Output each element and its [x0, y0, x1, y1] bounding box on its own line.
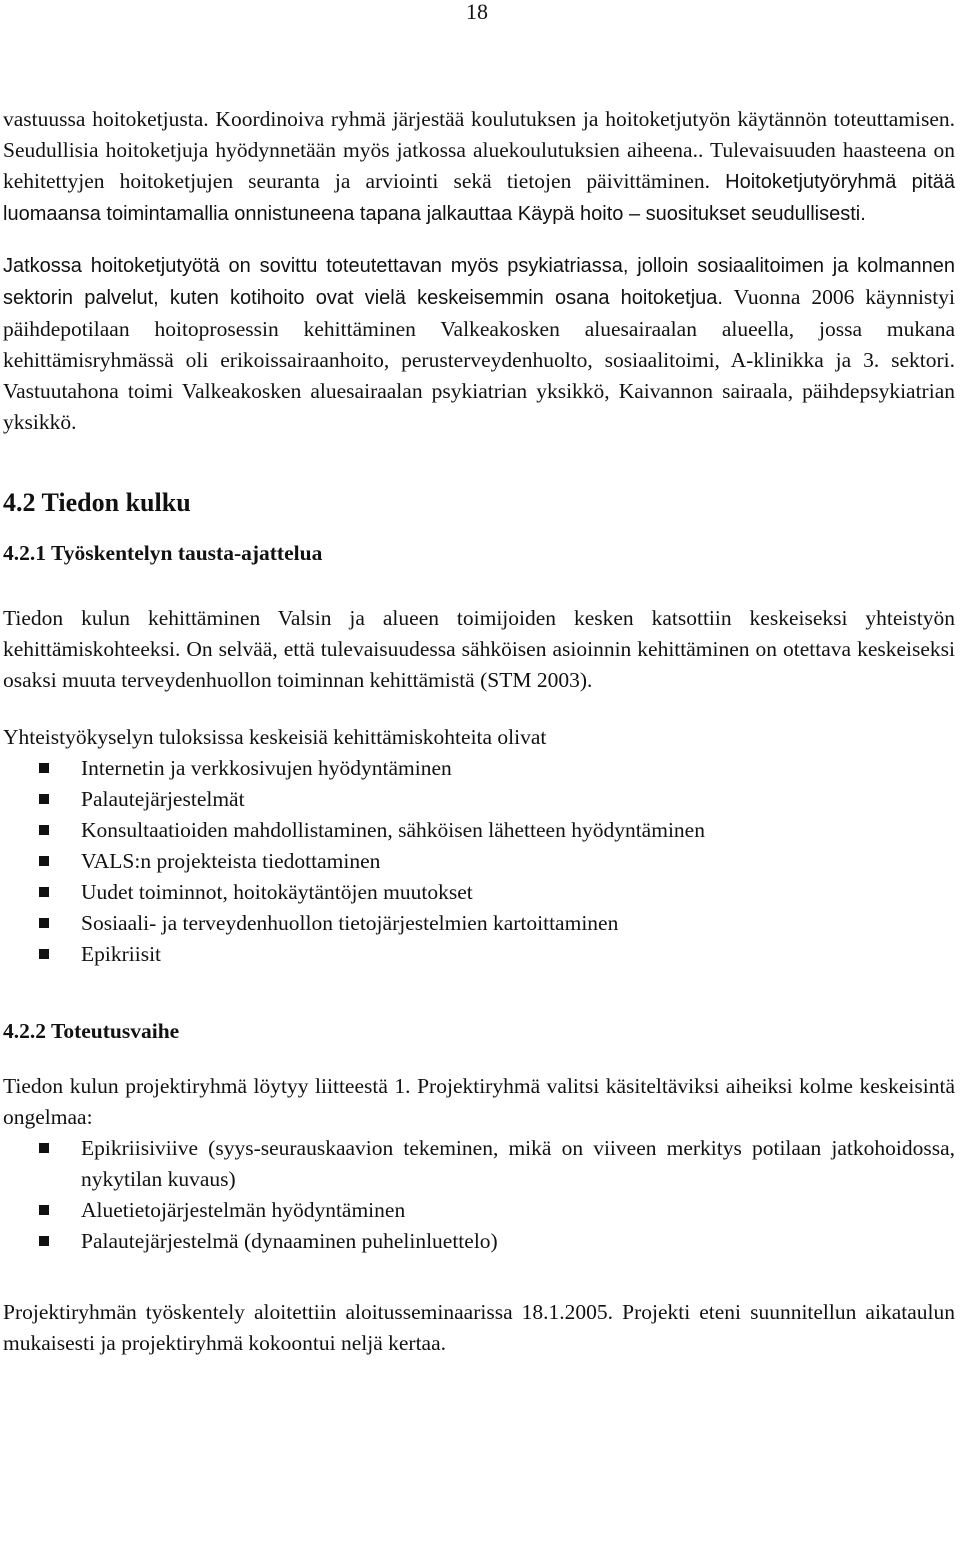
list-item: Uudet toiminnot, hoitokäytäntöjen muutokset [3, 877, 955, 908]
list-item: Palautejärjestelmä (dynaaminen puhelinluettelo) [3, 1226, 955, 1257]
square-bullet-icon [39, 887, 49, 897]
subsection-heading-toteutusvaihe: 4.2.2 Toteutusvaihe [3, 1019, 180, 1043]
square-bullet-icon [39, 794, 49, 804]
paragraph-tausta: Tiedon kulun kehittäminen Valsin ja alueen toimijoiden kesken katsottiin keskeiseksi yhteistyön kehittämiskohteeksi. On selvää, että tulevaisuudessa sähköisen asioinnin kehittäminen on otettava keskeiseksi osaksi muuta terveydenhuollon toiminnan kehittämistä (STM 2003). [3, 606, 955, 692]
list-item: Epikriisit [3, 939, 955, 970]
paragraph-hoitoketju-main: vastuussa hoitoketjusta. Koordinoiva ryhmä järjestää koulutuksen ja hoitoketjutyön käytännön toteuttamisen. Seudullisia hoitoketjuja hyödynnetään myös jatkossa aluekoulutuksien aiheena.. Tulevaisuuden haasteena on kehitettyjen hoitoketjujen seuranta ja arviointi sekä tietojen päivittäminen. [3, 107, 955, 193]
list-item: Internetin ja verkkosivujen hyödyntäminen [3, 753, 955, 784]
square-bullet-icon [39, 1143, 49, 1153]
square-bullet-icon [39, 949, 49, 959]
paragraph-psykiatria [3, 250, 955, 438]
page-number: 18 [466, 0, 488, 24]
document-body [3, 104, 955, 1359]
section-heading-tiedon-kulku: 4.2 Tiedon kulku [3, 488, 191, 517]
list-item: Sosiaali- ja terveydenhuollon tietojärjestelmien kartoittaminen [3, 908, 955, 939]
paragraph-projektiryhma: Tiedon kulun projektiryhmä löytyy liitteestä 1. Projektiryhmä valitsi käsiteltäviksi aiheiksi kolme keskeisintä ongelmaa: [3, 1074, 955, 1129]
paragraph-psykiatria-lead: Jatkossa hoitoketjutyötä on sovittu toteutettavan myös psykiatriassa, jolloin sosiaalitoimen ja kolmannen sektorin palvelut, kuten kotihoito ovat vielä keskeisemmin osana hoitoketjua. [3, 255, 955, 309]
list-item: Aluetietojärjestelmän hyödyntäminen [3, 1195, 955, 1226]
list-item: Konsultaatioiden mahdollistaminen, sähköisen lähetteen hyödyntäminen [3, 815, 955, 846]
paragraph-paihde: Vuonna 2006 käynnistyi päihdepotilaan hoitoprosessin kehittäminen Valkeakosken aluesairaalan alueella, jossa mukana kehittämisryhmässä oli erikoissairaanhoito, perusterveydenhuolto, sosiaalitoimi, A-klinikka ja 3. sektori. Vastuutahona toimi Valkeakosken aluesairaalan psykiatrian yksikkö, Kaivannon sairaala, päihdepsykiatrian yksikkö. [3, 285, 955, 434]
square-bullet-icon [39, 763, 49, 773]
paragraph-hoitoketju [3, 104, 955, 230]
paragraph-hoitoketju-tail: Hoitoketjutyöryhmä pitää luomaansa toimintamallia onnistuneena tapana jalkauttaa Käypä hoito – suositukset seudullisesti. [3, 171, 956, 225]
list-item: Palautejärjestelmät [3, 784, 955, 815]
paragraph-kehittamiskohteet-lead: Yhteistyökyselyn tuloksissa keskeisiä kehittämiskohteita olivat [3, 725, 547, 749]
kehittamiskohteet-list [3, 753, 955, 970]
paragraph-aloitusseminaari: Projektiryhmän työskentely aloitettiin aloitusseminaarissa 18.1.2005. Projekti eteni suunnitellun aikataulun mukaisesti ja projektiryhmä kokoontui neljä kertaa. [3, 1300, 955, 1355]
list-item: Epikriisiviive (syys-seurauskaavion tekeminen, mikä on viiveen merkitys potilaan jatkohoidossa, nykytilan kuvaus) [3, 1133, 955, 1195]
square-bullet-icon [39, 856, 49, 866]
square-bullet-icon [39, 918, 49, 928]
square-bullet-icon [39, 1205, 49, 1215]
square-bullet-icon [39, 1236, 49, 1246]
square-bullet-icon [39, 825, 49, 835]
list-item: VALS:n projekteista tiedottaminen [3, 846, 955, 877]
ongelmat-list [3, 1133, 955, 1257]
subsection-heading-tausta: 4.2.1 Työskentelyn tausta-ajattelua [3, 541, 323, 565]
